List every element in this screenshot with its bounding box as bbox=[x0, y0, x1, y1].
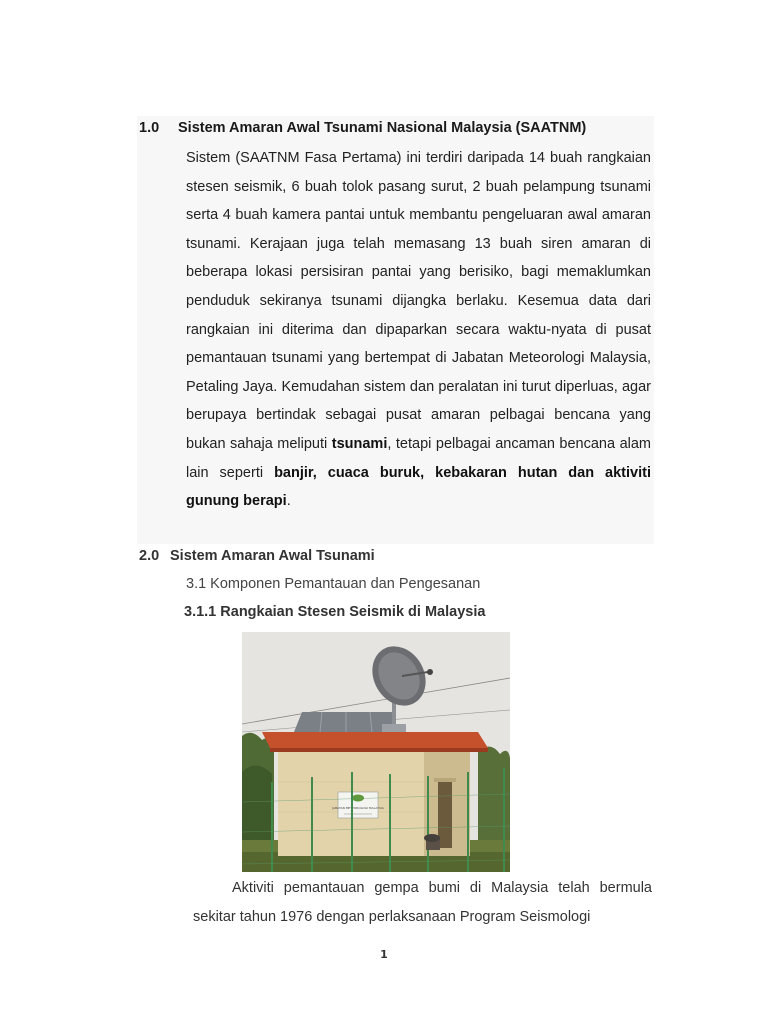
para-text: Sistem (SAATNM Fasa Pertama) ini terdiri daripada 14 buah rangkaian stesen seismik, 6 buah tolok pasang surut, 2 buah pelampung tsunami serta 4 buah kamera pantai untuk membantu pengeluaran awal amaran tsunami. Kerajaan juga telah memasang 13 buah siren amaran di beberapa lokasi persisiran pantai yang berisiko, bagi memaklumkan penduduk sekiranya tsunami dijangka berlaku. Kesemua data dari rangkaian ini diterima dan dipaparkan secara waktu-nyata di pusat pemantauan tsunami yang bertempat di Jabatan Meteorologi Malaysia, Petaling Jaya. Kemudahan sistem dan peralatan ini turut diperluas, agar berupaya bertindak sebagai pusat amaran pelbagai bencana yang bukan sahaja meliputi bbox=[186, 150, 651, 452]
section-1-paragraph bbox=[186, 144, 651, 516]
subsection-3-1: 3.1 Komponen Pemantauan dan Pengesanan bbox=[186, 576, 481, 592]
para-text-mid: , tetapi pelbagai ancaman bencana alam lain seperti bbox=[186, 435, 651, 481]
section-1-heading bbox=[139, 120, 586, 136]
section-2-title: Sistem Amaran Awal Tsunami bbox=[170, 548, 375, 564]
section-2-heading bbox=[139, 548, 375, 564]
page-number: 1 bbox=[380, 948, 388, 961]
seismic-station-photo bbox=[242, 632, 510, 872]
bold-hazards: banjir, cuaca buruk, kebakaran hutan dan aktiviti gunung berapi bbox=[186, 464, 651, 510]
subsection-3-1-1: 3.1.1 Rangkaian Stesen Seismik di Malaysia bbox=[184, 604, 486, 620]
para-text-end: . bbox=[286, 493, 291, 510]
section-2-number: 2.0 bbox=[139, 548, 160, 564]
monitoring-paragraph: Aktiviti pemantauan gempa bumi di Malaysia telah bermula sekitar tahun 1976 dengan perlaksanaan Program Seismologi bbox=[193, 880, 652, 925]
door bbox=[438, 782, 452, 848]
section-1-number: 1.0 bbox=[139, 120, 160, 136]
sign-text: JABATAN METEOROLOGI MALAYSIA bbox=[332, 806, 384, 810]
roof bbox=[262, 732, 488, 748]
section-1-title: Sistem Amaran Awal Tsunami Nasional Malaysia (SAATNM) bbox=[178, 120, 587, 136]
bold-tsunami: tsunami bbox=[331, 435, 388, 452]
